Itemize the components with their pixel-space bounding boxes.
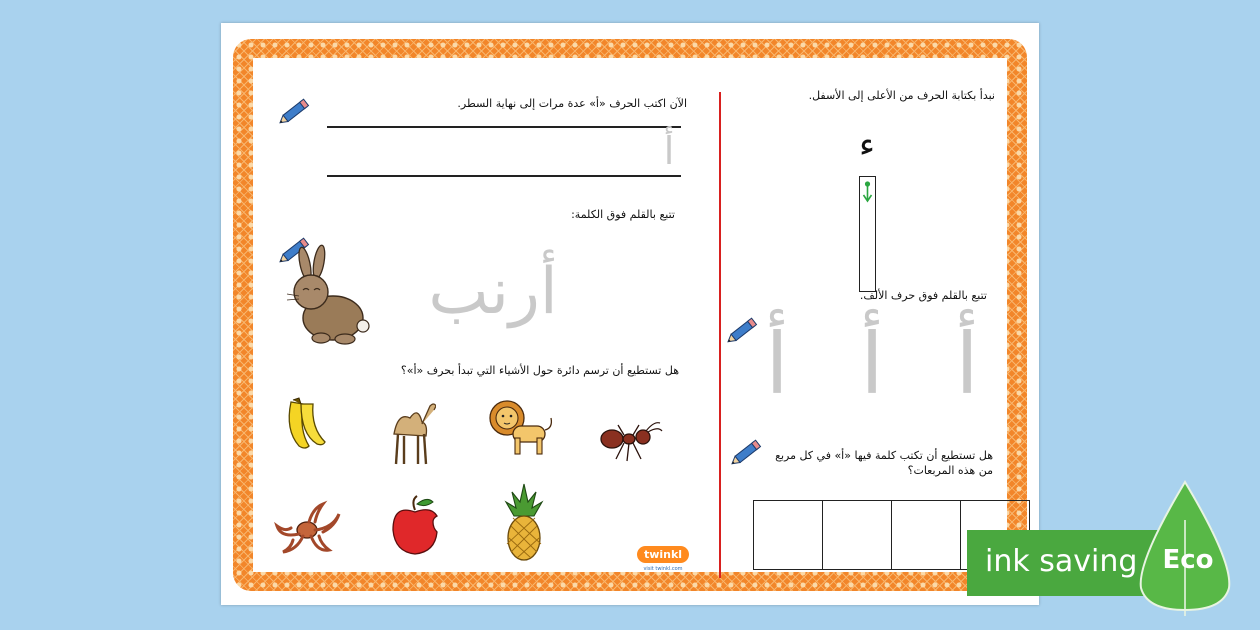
lion-icon[interactable] — [483, 396, 555, 460]
pineapple-icon[interactable] — [499, 482, 549, 562]
instruction-top: نبدأ بكتابة الحرف من الأعلى إلى الأسفل. — [808, 89, 995, 102]
worksheet-content — [253, 58, 1007, 572]
logo-url: visit twinkl.com — [643, 566, 683, 572]
small-hamza-letter: ء — [859, 125, 875, 165]
pencil-icon — [727, 432, 767, 472]
write-instruction: الآن اكتب الحرف «أ» عدة مرات إلى نهاية السطر. — [457, 97, 687, 110]
octopus-icon[interactable] — [271, 500, 351, 560]
worksheet-page — [221, 23, 1039, 605]
boxes-question-line2: من هذه المربعات؟ — [907, 464, 993, 477]
trace-letter-1: أ — [765, 315, 789, 413]
boxes-question-line1: هل تستطيع أن تكتب كلمة فيها «أ» في كل مربع — [775, 449, 993, 462]
apple-icon[interactable] — [389, 494, 441, 556]
twinkl-logo — [637, 546, 689, 572]
eco-label: Eco — [1162, 545, 1214, 575]
writing-line-top — [327, 126, 681, 128]
trace-letter-3: أ — [955, 315, 979, 413]
trace-word-title: تتبع بالقلم فوق الكلمة: — [571, 208, 675, 221]
circle-question: هل تستطيع أن ترسم دائرة حول الأشياء التي تبدأ بحرف «أ»؟ — [400, 364, 679, 377]
trace-word: أرنب — [428, 255, 558, 329]
writing-line-bottom — [327, 175, 681, 177]
ink-saving-label: ink saving — [985, 544, 1138, 579]
column-divider — [719, 92, 721, 578]
banana-icon[interactable] — [281, 396, 333, 452]
write-line-letter: أ — [663, 129, 675, 173]
camel-icon[interactable] — [386, 394, 436, 466]
writing-box[interactable] — [754, 501, 822, 569]
writing-box[interactable] — [822, 501, 891, 569]
pencil-icon — [275, 91, 315, 131]
down-arrow-icon — [860, 180, 875, 210]
writing-box[interactable] — [891, 501, 960, 569]
logo-name: twinkl — [637, 546, 689, 563]
rabbit-icon[interactable] — [283, 244, 371, 348]
trace-letter-2: أ — [860, 315, 884, 413]
letter-stroke-guide — [847, 126, 887, 276]
ant-icon[interactable] — [598, 413, 664, 465]
trace-letter-title: تتبع بالقلم فوق حرف الألف. — [859, 289, 987, 302]
decorative-border — [233, 39, 1027, 591]
